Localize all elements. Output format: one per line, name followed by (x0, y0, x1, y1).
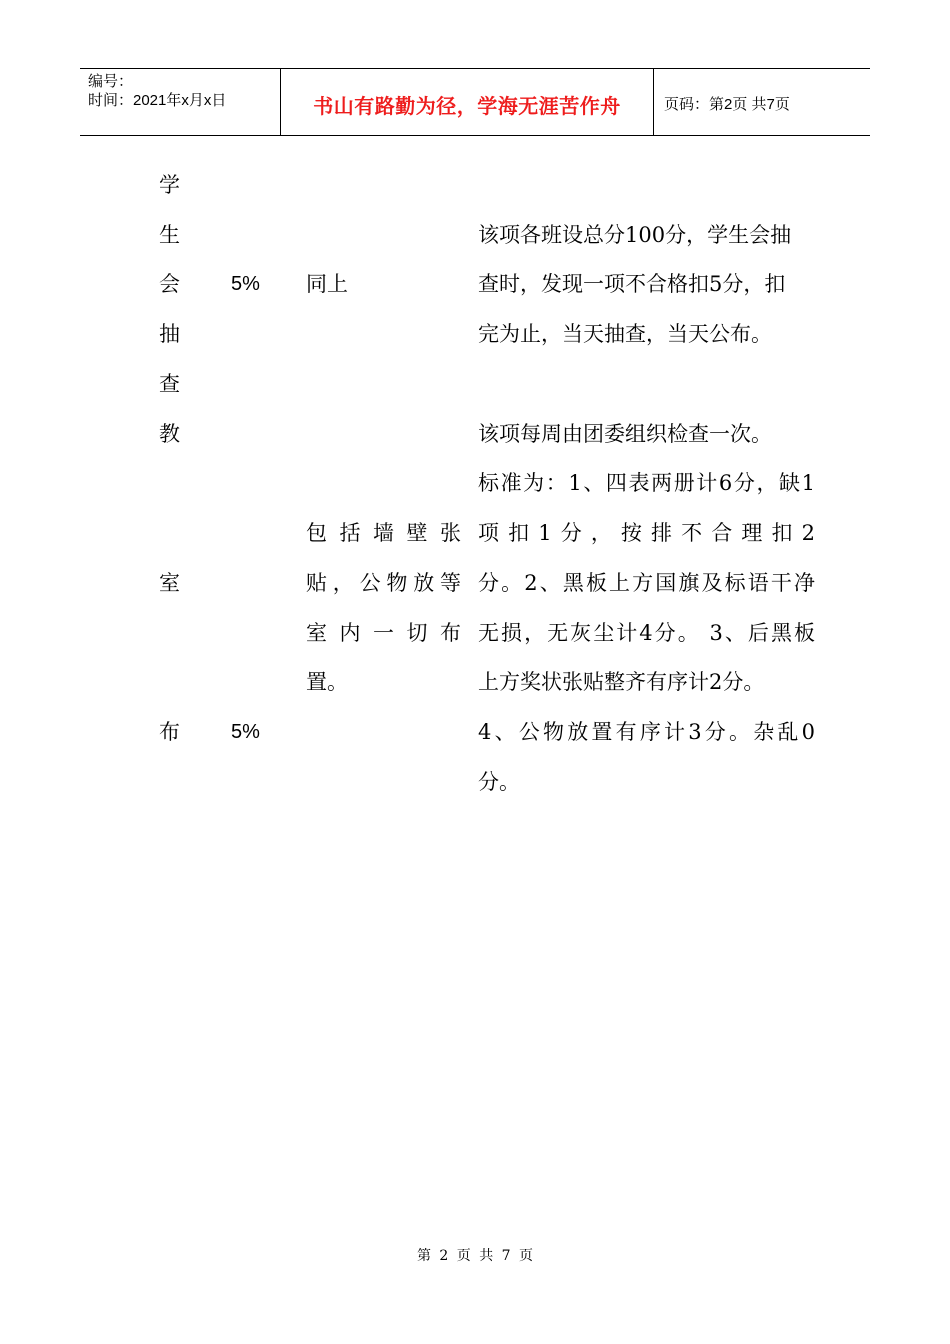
row2-standard-line: 标准为：1、四表两册计6分，缺1 (478, 471, 815, 495)
row2-standard-line: 项扣1分，按排不合理扣2 (478, 521, 815, 545)
header-meta-cell (80, 69, 281, 135)
row2-item-char: 教 (159, 422, 180, 446)
page-footer: 第 2 页 共 7 页 (416, 1248, 534, 1264)
header-motto-cell (281, 69, 654, 135)
row2-standard-line: 上方奖状张贴整齐有序计2分。 (478, 670, 765, 694)
row1-item-char: 查 (159, 372, 180, 396)
row2-weight: 5% (231, 721, 260, 743)
row2-content-line: 室内一切布 (306, 621, 461, 645)
row2-item-char: 室 (159, 571, 180, 595)
row2-standard-line: 该项每周由团委组织检查一次。 (478, 422, 772, 446)
page-header (80, 68, 870, 136)
row2-standard-line: 分。 (478, 770, 520, 794)
row1-item-char: 生 (159, 223, 180, 247)
row2-content-line: 贴，公物放等 (306, 571, 461, 595)
row2-content-line: 置。 (306, 670, 348, 694)
row2-item-char: 布 (159, 720, 180, 744)
row1-standard-line: 完为止，当天抽查，当天公布。 (478, 322, 772, 346)
document-date-label: 时间：2021年x月x日 (88, 92, 227, 109)
header-page-number: 页码：第2页 共7页 (664, 95, 790, 113)
row2-standard-line: 无损，无灰尘计4分。 3、后黑板 (478, 621, 815, 645)
row1-content: 同上 (306, 272, 348, 296)
row1-item-char: 抽 (159, 322, 180, 346)
header-page-cell (654, 69, 870, 135)
document-number-label: 编号： (88, 73, 134, 90)
row2-standard-line: 4、公物放置有序计3分。杂乱0 (478, 720, 815, 744)
row1-item-char: 会 (159, 272, 180, 296)
row1-item-char: 学 (159, 173, 180, 197)
header-motto: 书山有路勤为径，学海无涯苦作舟 (313, 93, 621, 118)
row2-standard-line: 分。2、黑板上方国旗及标语干净 (478, 571, 815, 595)
row2-content-line: 包括墙壁张 (306, 521, 461, 545)
row1-weight: 5% (231, 273, 260, 295)
row1-standard-line: 该项各班设总分100分，学生会抽 (478, 223, 792, 247)
row1-standard-line: 查时，发现一项不合格扣5分，扣 (478, 272, 786, 296)
